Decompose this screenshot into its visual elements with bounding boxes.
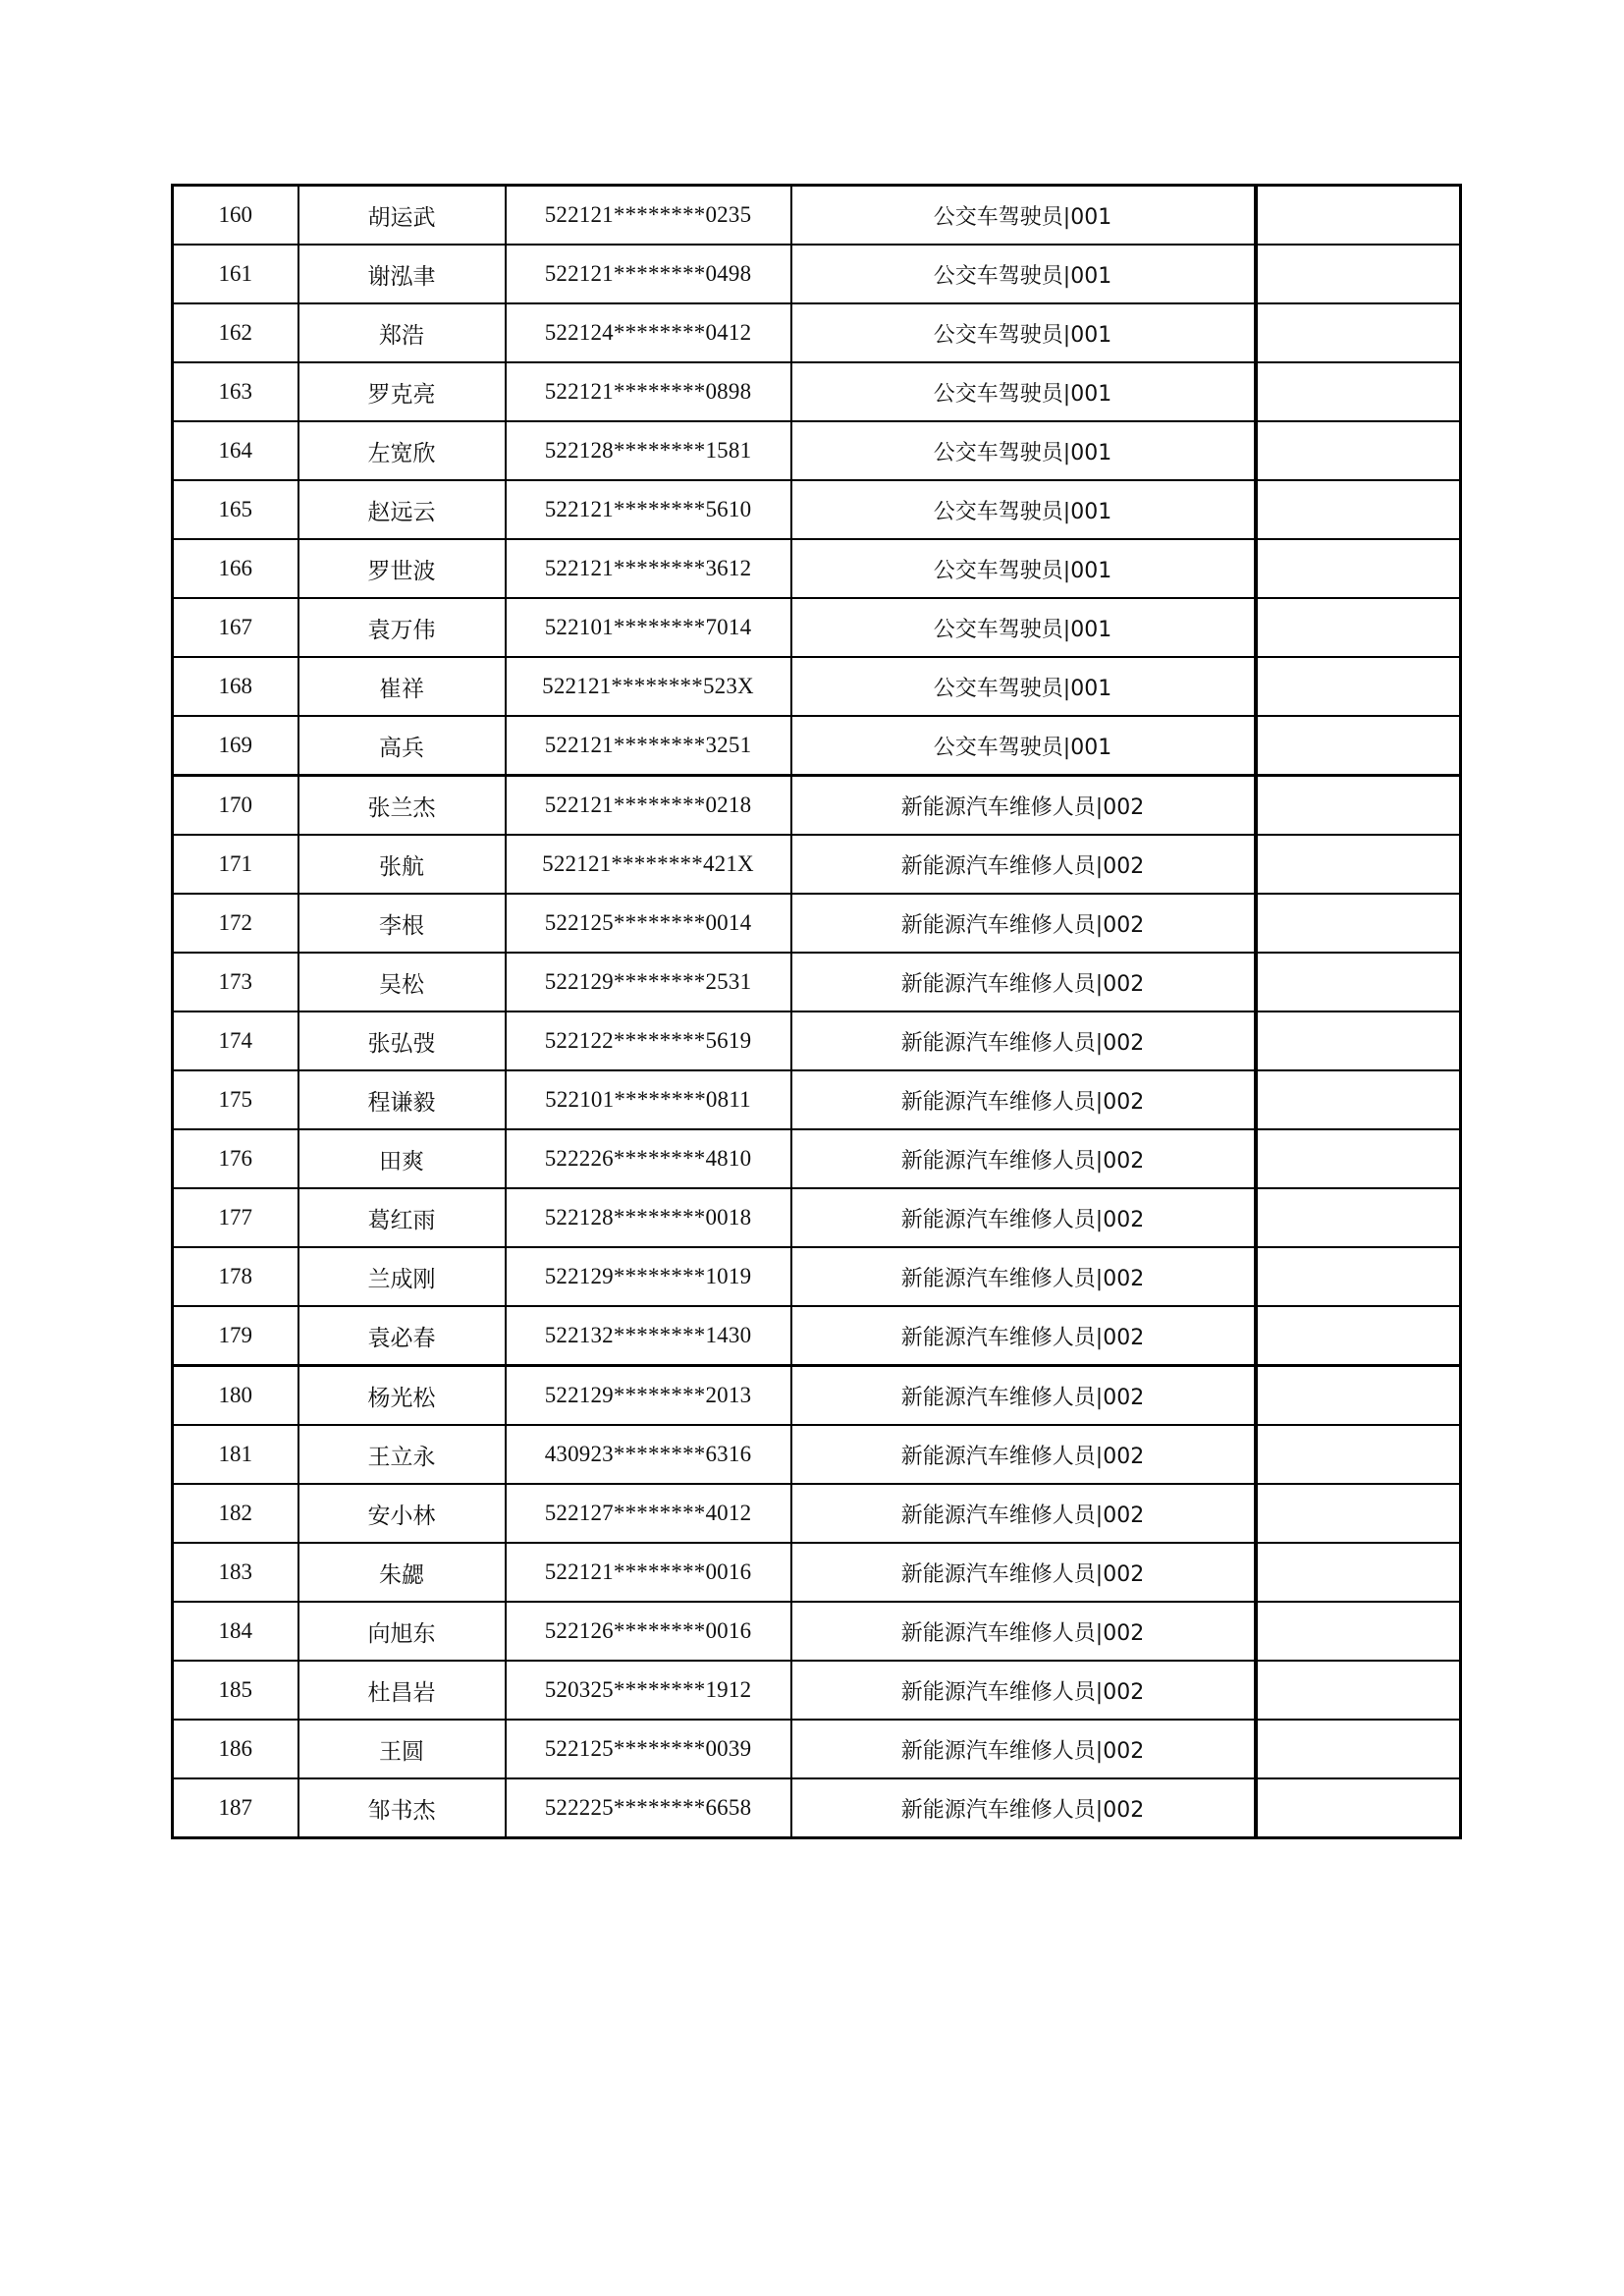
remarks-cell [1256,1011,1461,1070]
job-position: 新能源汽车维修人员|002 [791,1543,1256,1602]
job-position: 新能源汽车维修人员|002 [791,953,1256,1011]
masked-id-number: 522128********1581 [506,421,791,480]
job-position: 新能源汽车维修人员|002 [791,1011,1256,1070]
table-row [173,421,1461,480]
masked-id-number: 522121********5610 [506,480,791,539]
person-name: 赵远云 [298,480,506,539]
table-row [173,1602,1461,1661]
table-row [173,245,1461,303]
row-number: 177 [173,1188,298,1247]
masked-id-number: 522127********4012 [506,1484,791,1543]
row-number: 165 [173,480,298,539]
remarks-cell [1256,1306,1461,1366]
row-number: 171 [173,835,298,894]
masked-id-number: 522225********6658 [506,1778,791,1838]
table-row [173,1543,1461,1602]
row-number: 166 [173,539,298,598]
job-position: 公交车驾驶员|001 [791,657,1256,716]
person-name: 李根 [298,894,506,953]
roster-table [171,184,1462,1839]
remarks-cell [1256,1425,1461,1484]
job-position: 公交车驾驶员|001 [791,186,1256,246]
masked-id-number: 522124********0412 [506,303,791,362]
remarks-cell [1256,1070,1461,1129]
person-name: 袁必春 [298,1306,506,1366]
remarks-cell [1256,894,1461,953]
person-name: 葛红雨 [298,1188,506,1247]
masked-id-number: 520325********1912 [506,1661,791,1720]
person-name: 左宽欣 [298,421,506,480]
job-position: 新能源汽车维修人员|002 [791,1070,1256,1129]
masked-id-number: 522129********2531 [506,953,791,1011]
table-row [173,894,1461,953]
row-number: 170 [173,776,298,836]
masked-id-number: 430923********6316 [506,1425,791,1484]
remarks-cell [1256,421,1461,480]
remarks-cell [1256,1720,1461,1778]
table-row [173,1661,1461,1720]
job-position: 新能源汽车维修人员|002 [791,776,1256,836]
person-name: 崔祥 [298,657,506,716]
table-row [173,303,1461,362]
masked-id-number: 522101********0811 [506,1070,791,1129]
person-name: 杜昌岩 [298,1661,506,1720]
row-number: 168 [173,657,298,716]
job-position: 新能源汽车维修人员|002 [791,894,1256,953]
table-row [173,835,1461,894]
job-position: 新能源汽车维修人员|002 [791,1778,1256,1838]
row-number: 186 [173,1720,298,1778]
row-number: 161 [173,245,298,303]
row-number: 184 [173,1602,298,1661]
table-row [173,480,1461,539]
row-number: 164 [173,421,298,480]
row-number: 162 [173,303,298,362]
masked-id-number: 522101********7014 [506,598,791,657]
table-row [173,776,1461,836]
job-position: 新能源汽车维修人员|002 [791,1425,1256,1484]
job-position: 新能源汽车维修人员|002 [791,1306,1256,1366]
table-row [173,598,1461,657]
masked-id-number: 522125********0014 [506,894,791,953]
remarks-cell [1256,776,1461,836]
table-row [173,1484,1461,1543]
person-name: 田爽 [298,1129,506,1188]
person-name: 张航 [298,835,506,894]
row-number: 180 [173,1366,298,1426]
person-name: 安小林 [298,1484,506,1543]
job-position: 公交车驾驶员|001 [791,716,1256,776]
table-row [173,1188,1461,1247]
masked-id-number: 522121********0016 [506,1543,791,1602]
remarks-cell [1256,1778,1461,1838]
job-position: 新能源汽车维修人员|002 [791,1366,1256,1426]
job-position: 公交车驾驶员|001 [791,539,1256,598]
remarks-cell [1256,657,1461,716]
person-name: 张兰杰 [298,776,506,836]
remarks-cell [1256,835,1461,894]
table-row [173,539,1461,598]
row-number: 167 [173,598,298,657]
table-row [173,1306,1461,1366]
table-row [173,186,1461,246]
row-number: 160 [173,186,298,246]
job-position: 公交车驾驶员|001 [791,245,1256,303]
person-name: 向旭东 [298,1602,506,1661]
masked-id-number: 522121********0218 [506,776,791,836]
table-row [173,1129,1461,1188]
row-number: 178 [173,1247,298,1306]
masked-id-number: 522122********5619 [506,1011,791,1070]
masked-id-number: 522132********1430 [506,1306,791,1366]
table-row [173,1425,1461,1484]
remarks-cell [1256,1188,1461,1247]
job-position: 新能源汽车维修人员|002 [791,1484,1256,1543]
person-name: 程谦毅 [298,1070,506,1129]
row-number: 175 [173,1070,298,1129]
masked-id-number: 522121********523X [506,657,791,716]
row-number: 179 [173,1306,298,1366]
roster-body [173,186,1461,1838]
masked-id-number: 522128********0018 [506,1188,791,1247]
remarks-cell [1256,1366,1461,1426]
job-position: 公交车驾驶员|001 [791,362,1256,421]
job-position: 新能源汽车维修人员|002 [791,835,1256,894]
remarks-cell [1256,1129,1461,1188]
remarks-cell [1256,186,1461,246]
row-number: 172 [173,894,298,953]
job-position: 新能源汽车维修人员|002 [791,1188,1256,1247]
row-number: 169 [173,716,298,776]
row-number: 176 [173,1129,298,1188]
person-name: 罗克亮 [298,362,506,421]
masked-id-number: 522126********0016 [506,1602,791,1661]
masked-id-number: 522121********0898 [506,362,791,421]
row-number: 163 [173,362,298,421]
person-name: 王圆 [298,1720,506,1778]
masked-id-number: 522121********0498 [506,245,791,303]
job-position: 公交车驾驶员|001 [791,598,1256,657]
masked-id-number: 522129********1019 [506,1247,791,1306]
person-name: 高兵 [298,716,506,776]
row-number: 183 [173,1543,298,1602]
person-name: 胡运武 [298,186,506,246]
job-position: 公交车驾驶员|001 [791,421,1256,480]
masked-id-number: 522226********4810 [506,1129,791,1188]
remarks-cell [1256,1543,1461,1602]
table-row [173,1778,1461,1838]
job-position: 新能源汽车维修人员|002 [791,1661,1256,1720]
person-name: 朱勰 [298,1543,506,1602]
person-name: 袁万伟 [298,598,506,657]
masked-id-number: 522121********421X [506,835,791,894]
row-number: 181 [173,1425,298,1484]
remarks-cell [1256,598,1461,657]
remarks-cell [1256,245,1461,303]
table-row [173,716,1461,776]
remarks-cell [1256,1661,1461,1720]
job-position: 新能源汽车维修人员|002 [791,1247,1256,1306]
remarks-cell [1256,953,1461,1011]
remarks-cell [1256,1247,1461,1306]
table-row [173,1366,1461,1426]
person-name: 张弘弢 [298,1011,506,1070]
person-name: 谢泓聿 [298,245,506,303]
table-row [173,1070,1461,1129]
row-number: 185 [173,1661,298,1720]
person-name: 兰成刚 [298,1247,506,1306]
masked-id-number: 522121********0235 [506,186,791,246]
table-row [173,1011,1461,1070]
table-row [173,657,1461,716]
person-name: 杨光松 [298,1366,506,1426]
row-number: 182 [173,1484,298,1543]
person-name: 吴松 [298,953,506,1011]
remarks-cell [1256,539,1461,598]
person-name: 王立永 [298,1425,506,1484]
person-name: 邹书杰 [298,1778,506,1838]
masked-id-number: 522125********0039 [506,1720,791,1778]
person-name: 郑浩 [298,303,506,362]
remarks-cell [1256,303,1461,362]
job-position: 新能源汽车维修人员|002 [791,1720,1256,1778]
row-number: 173 [173,953,298,1011]
job-position: 新能源汽车维修人员|002 [791,1602,1256,1661]
person-name: 罗世波 [298,539,506,598]
remarks-cell [1256,480,1461,539]
masked-id-number: 522121********3612 [506,539,791,598]
table-row [173,1720,1461,1778]
remarks-cell [1256,716,1461,776]
table-row [173,953,1461,1011]
job-position: 公交车驾驶员|001 [791,303,1256,362]
masked-id-number: 522129********2013 [506,1366,791,1426]
row-number: 174 [173,1011,298,1070]
remarks-cell [1256,362,1461,421]
row-number: 187 [173,1778,298,1838]
job-position: 公交车驾驶员|001 [791,480,1256,539]
remarks-cell [1256,1484,1461,1543]
masked-id-number: 522121********3251 [506,716,791,776]
table-row [173,1247,1461,1306]
remarks-cell [1256,1602,1461,1661]
job-position: 新能源汽车维修人员|002 [791,1129,1256,1188]
table-row [173,362,1461,421]
